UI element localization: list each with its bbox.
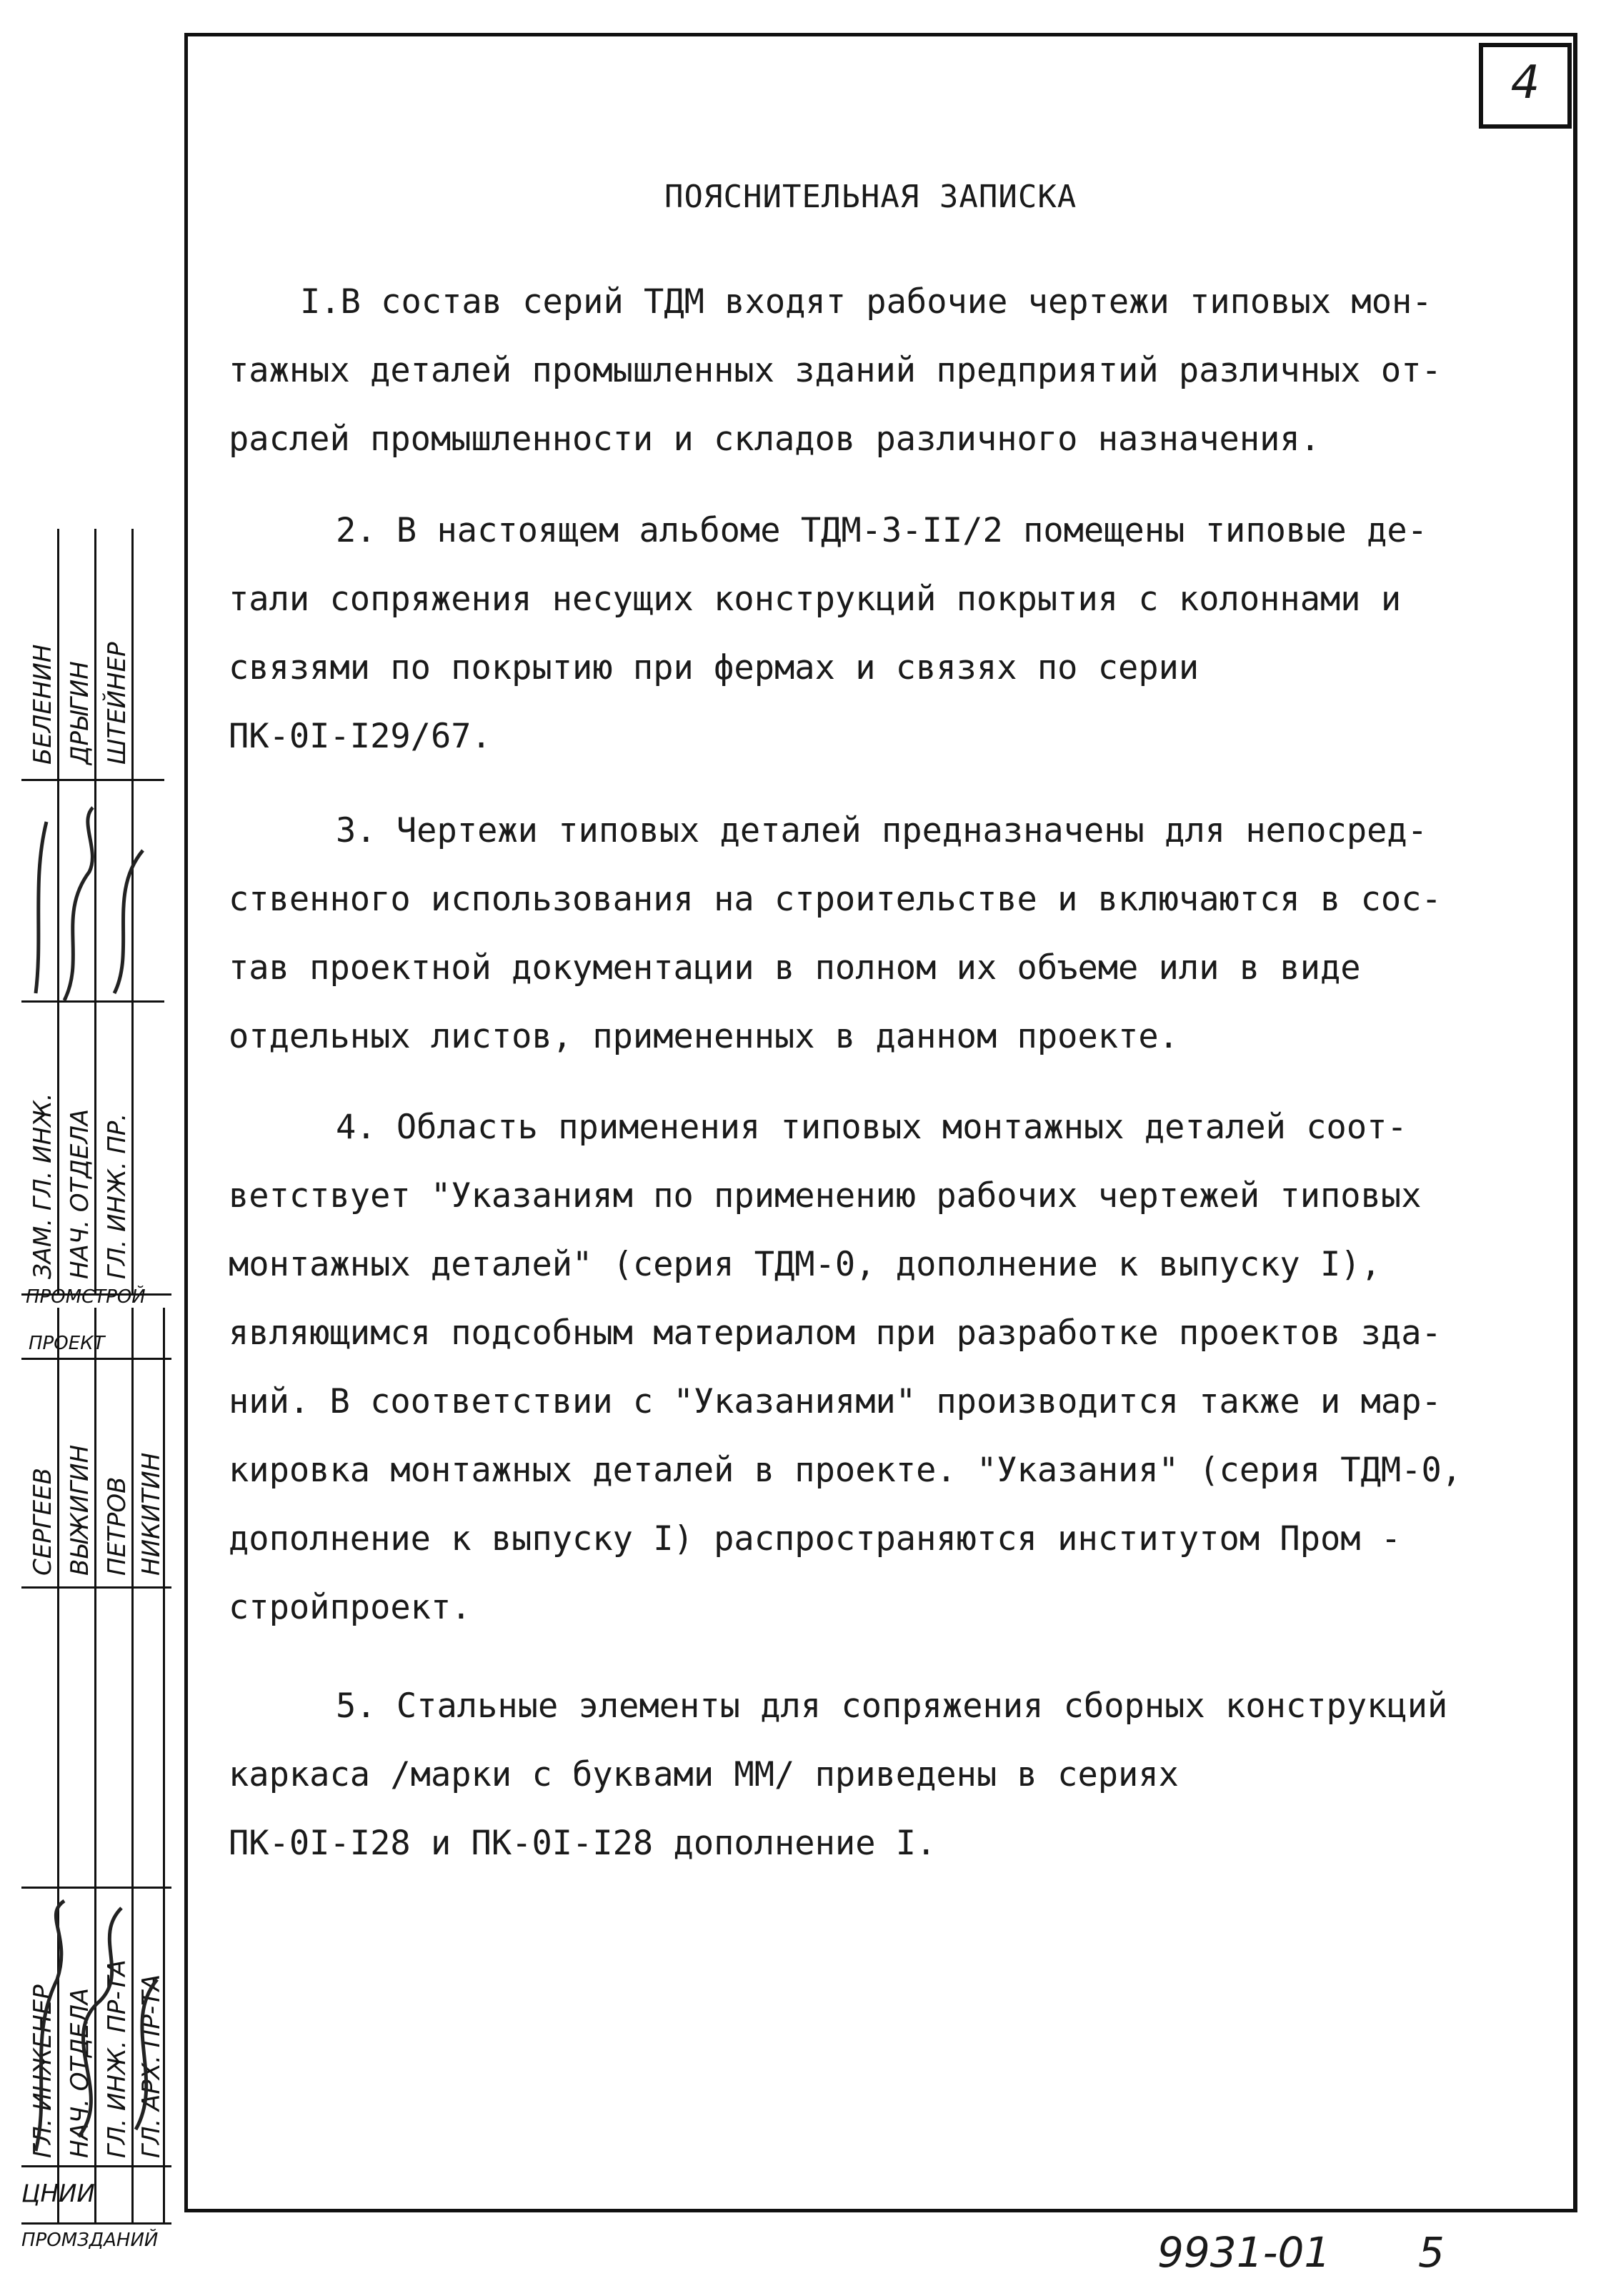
paragraph-5 <box>229 1672 1515 1878</box>
paragraph-line: тав проектной документации в полном их объеме или в виде <box>229 948 1361 988</box>
stamp-role: ЗАМ. ГЛ. ИНЖ. <box>29 1093 57 1279</box>
paragraph-1 <box>229 268 1515 474</box>
paragraph-line: ственного использования на строительстве и включаются в сос- <box>229 880 1442 919</box>
stamp-org: ПРОМСТРОЙ <box>26 1286 146 1308</box>
paragraph-line: каркаса /марки с буквами ММ/ приведены в сериях <box>229 1755 1179 1794</box>
paragraph-4 <box>229 1093 1515 1642</box>
stamp-role: ГЛ. ИНЖ. ПР-ТА <box>103 1959 131 2158</box>
approval-stamp <box>0 500 171 2251</box>
stamp-role: ГЛ. АРХ. ПР-ТА <box>137 1974 166 2158</box>
paragraph-line: связями по покрытию при фермах и связях по серии <box>229 648 1199 687</box>
stamp-role: ГЛ. ИНЖЕНЕР <box>29 1984 57 2158</box>
paragraph-line: являющимся подсобным материалом при разработке проектов зда- <box>229 1313 1442 1353</box>
paragraph-line: ветствует "Указаниям по применению рабочих чертежей типовых <box>229 1176 1422 1216</box>
paragraph-line: 3. Чертежи типовых деталей предназначены для непосред- <box>336 811 1428 850</box>
paragraph-line: 2. В настоящем альбоме ТДМ-3-II/2 помещены типовые де- <box>336 511 1428 550</box>
paragraph-line: 4. Область применения типовых монтажных деталей соот- <box>336 1108 1407 1147</box>
paragraph-line: I.В состав серий ТДМ входят рабочие чертежи типовых мон- <box>300 282 1432 322</box>
stamp-name: ВЫЖИГИН <box>66 1444 94 1576</box>
paragraph-3 <box>229 797 1515 1071</box>
paragraph-line: монтажных деталей" (серия ТДМ-0, дополнение к выпуску I), <box>229 1245 1381 1284</box>
signature-scribble <box>21 793 164 1008</box>
stamp-name: ПЕТРОВ <box>103 1476 131 1576</box>
paragraph-line: отдельных листов, примененных в данном проекте. <box>229 1017 1179 1056</box>
stamp-name: НИКИТИН <box>137 1452 166 1576</box>
paragraph-line: стройпроект. <box>229 1588 472 1627</box>
stamp-role: ГЛ. ИНЖ. ПР. <box>103 1113 131 1279</box>
stamp-name: БЕЛЕНИН <box>29 644 57 765</box>
paragraph-line: тажных деталей промышленных зданий предприятий различных от- <box>229 351 1442 390</box>
paragraph-line: тали сопряжения несущих конструкций покрытия с колоннами и <box>229 580 1402 619</box>
document-title: ПОЯСНИТЕЛЬНАЯ ЗАПИСКА <box>664 179 1077 215</box>
stamp-org: ПРОМЗДАНИЙ <box>21 2230 159 2251</box>
paragraph-line: дополнение к выпуску I) распространяются институтом Пром - <box>229 1519 1402 1559</box>
document-number: 9931-01 <box>1157 2228 1331 2277</box>
sheet-number-box <box>1479 43 1572 129</box>
paragraph-line: кировка монтажных деталей в проекте. "Указания" (серия ТДМ-0, <box>229 1451 1462 1490</box>
paragraph-2 <box>229 497 1515 771</box>
paragraph-line: ний. В соответствии с "Указаниями" производится также и мар- <box>229 1382 1442 1421</box>
paragraph-line: ПК-0I-I29/67. <box>229 717 492 756</box>
page-number: 5 <box>1418 2228 1445 2277</box>
stamp-role: НАЧ. ОТДЕЛА <box>66 1987 94 2158</box>
stamp-name: СЕРГЕЕВ <box>29 1468 57 1576</box>
stamp-org: ПРОЕКТ <box>29 1333 105 1354</box>
stamp-role: НАЧ. ОТДЕЛА <box>66 1108 94 1279</box>
paragraph-line: 5. Стальные элементы для сопряжения сборных конструкций <box>336 1686 1448 1726</box>
sheet-number: 4 <box>1510 56 1540 109</box>
paragraph-line: раслей промышленности и складов различного назначения. <box>229 419 1321 459</box>
paragraph-line: ПК-0I-I28 и ПК-0I-I28 дополнение I. <box>229 1824 937 1863</box>
signature-scribble <box>14 1894 186 2158</box>
stamp-name: ШТЕЙНЕР <box>103 642 131 765</box>
stamp-name: ДРЫГИН <box>66 661 94 765</box>
stamp-org: ЦНИИ <box>21 2180 95 2208</box>
